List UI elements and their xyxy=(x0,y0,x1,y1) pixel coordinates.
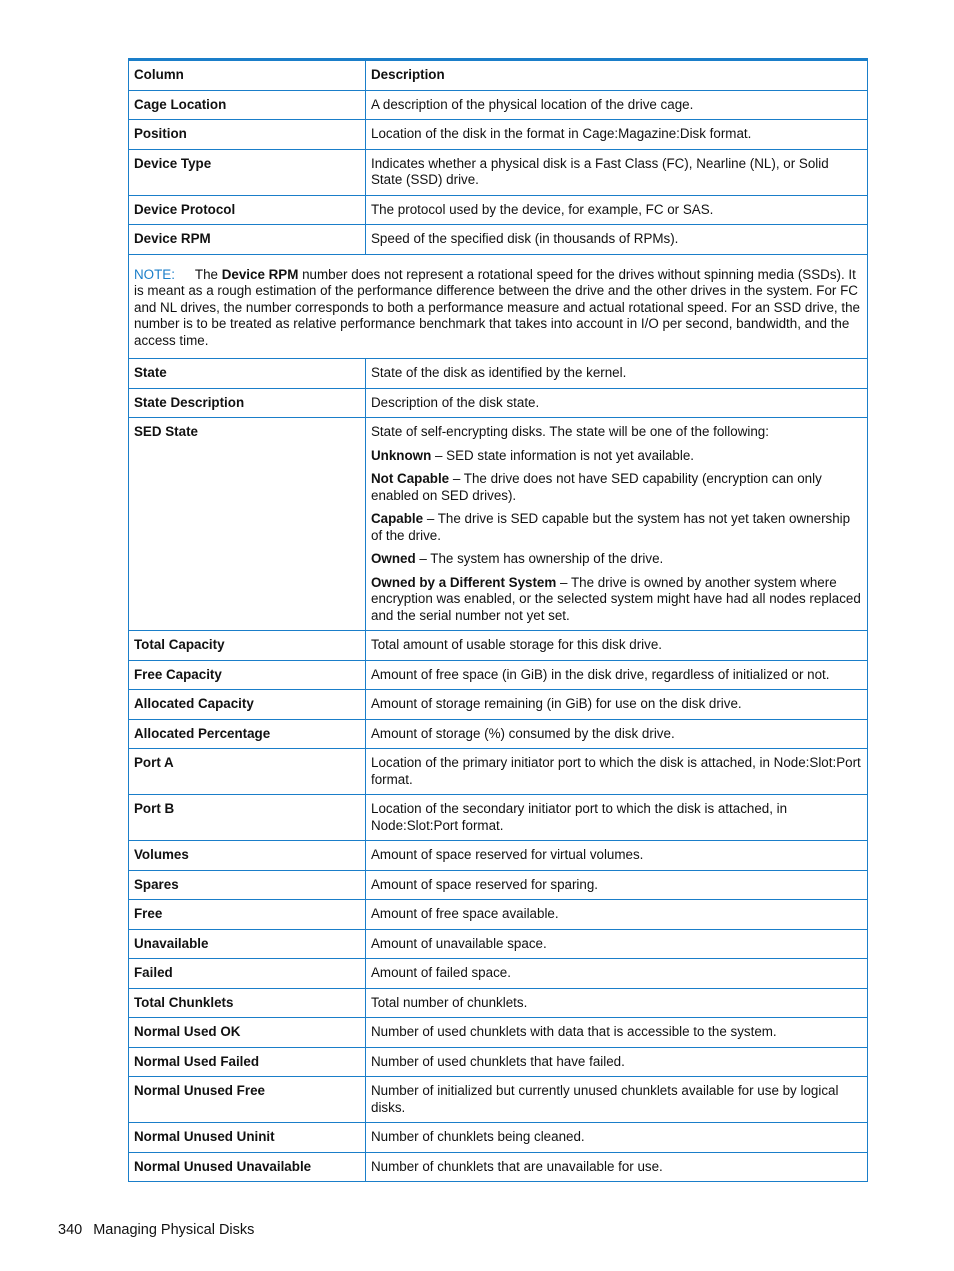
row-desc: Amount of failed space. xyxy=(366,959,868,989)
row-name: Free Capacity xyxy=(129,660,366,690)
row-name: Device Type xyxy=(129,149,366,195)
note-bold-term: Device RPM xyxy=(221,266,299,282)
table-row xyxy=(129,1047,868,1077)
row-desc: Location of the disk in the format in Cage:Magazine:Disk format. xyxy=(366,120,868,150)
row-desc: Description of the disk state. xyxy=(366,388,868,418)
note-label: NOTE: xyxy=(134,266,175,282)
sed-term: Not Capable xyxy=(371,471,450,486)
table-row xyxy=(129,929,868,959)
table-row xyxy=(129,195,868,225)
row-name: Port B xyxy=(129,795,366,841)
row-name: Total Capacity xyxy=(129,631,366,661)
row-desc: Amount of free space available. xyxy=(366,900,868,930)
table-row xyxy=(129,900,868,930)
table-row xyxy=(129,388,868,418)
row-desc: Amount of unavailable space. xyxy=(366,929,868,959)
row-desc: Amount of storage (%) consumed by the disk drive. xyxy=(366,719,868,749)
row-name: Position xyxy=(129,120,366,150)
row-name: Device RPM xyxy=(129,225,366,255)
row-desc: Indicates whether a physical disk is a Fast Class (FC), Nearline (NL), or Solid State (SSD) drive. xyxy=(366,149,868,195)
row-desc: A description of the physical location of the drive cage. xyxy=(366,90,868,120)
table-row xyxy=(129,631,868,661)
sed-term-text: – The drive is SED capable but the system has not yet taken ownership of the drive. xyxy=(371,511,851,543)
table-row xyxy=(129,690,868,720)
sed-term: Unknown xyxy=(371,447,432,463)
sed-item xyxy=(371,575,862,625)
row-desc: Amount of space reserved for virtual volumes. xyxy=(366,841,868,871)
table-row xyxy=(129,795,868,841)
row-desc: Amount of storage remaining (in GiB) for use on the disk drive. xyxy=(366,690,868,720)
row-desc: Total amount of usable storage for this disk drive. xyxy=(366,631,868,661)
header-description: Description xyxy=(366,60,868,91)
table-row xyxy=(129,120,868,150)
row-name: Cage Location xyxy=(129,90,366,120)
row-name: State Description xyxy=(129,388,366,418)
table-row xyxy=(129,1152,868,1182)
row-name: Failed xyxy=(129,959,366,989)
table-row xyxy=(129,90,868,120)
table-row xyxy=(129,749,868,795)
table-row xyxy=(129,359,868,389)
column-description-table xyxy=(128,58,868,1182)
row-desc: Location of the primary initiator port to which the disk is attached, in Node:Slot:Port format. xyxy=(366,749,868,795)
row-desc: Number of used chunklets that have failed. xyxy=(366,1047,868,1077)
row-name: Normal Used Failed xyxy=(129,1047,366,1077)
row-desc: Amount of space reserved for sparing. xyxy=(366,870,868,900)
row-name: SED State xyxy=(129,418,366,631)
table-row xyxy=(129,959,868,989)
table-row xyxy=(129,149,868,195)
table-row xyxy=(129,1123,868,1153)
row-name: Volumes xyxy=(129,841,366,871)
row-name: Port A xyxy=(129,749,366,795)
sed-item xyxy=(371,511,862,544)
table-row xyxy=(129,1077,868,1123)
row-name: Normal Unused Unavailable xyxy=(129,1152,366,1182)
table-row xyxy=(129,841,868,871)
sed-term-text: – The drive does not have SED capability (encryption can only enabled on SED drives). xyxy=(371,471,822,503)
table-row xyxy=(129,1018,868,1048)
sed-state-desc xyxy=(366,418,868,631)
sed-item xyxy=(371,551,862,568)
note-row xyxy=(129,254,868,359)
row-name: Spares xyxy=(129,870,366,900)
row-desc: Number of initialized but currently unused chunklets available for use by logical disks. xyxy=(366,1077,868,1123)
sed-intro: State of self-encrypting disks. The state will be one of the following: xyxy=(371,424,769,439)
row-desc: Location of the secondary initiator port to which the disk is attached, in Node:Slot:Port format. xyxy=(366,795,868,841)
sed-term: Capable xyxy=(371,511,424,526)
sed-term: Owned xyxy=(371,551,416,566)
row-name: Allocated Percentage xyxy=(129,719,366,749)
section-title: Managing Physical Disks xyxy=(93,1222,255,1238)
row-desc: Number of used chunklets with data that is accessible to the system. xyxy=(366,1018,868,1048)
table-row xyxy=(129,225,868,255)
header-column: Column xyxy=(129,60,366,91)
sed-term-text: – The system has ownership of the drive. xyxy=(415,551,664,566)
page-number: 340 xyxy=(58,1222,83,1238)
row-desc: Number of chunklets being cleaned. xyxy=(366,1123,868,1153)
sed-term: Owned by a Different System xyxy=(371,574,557,590)
table-row xyxy=(129,988,868,1018)
row-name: Total Chunklets xyxy=(129,988,366,1018)
row-desc: Total number of chunklets. xyxy=(366,988,868,1018)
sed-term-text: – SED state information is not yet available. xyxy=(431,447,695,463)
sed-item xyxy=(371,448,862,465)
table-row xyxy=(129,870,868,900)
row-desc: Amount of free space (in GiB) in the disk drive, regardless of initialized or not. xyxy=(366,660,868,690)
note-pre: The xyxy=(194,266,222,282)
row-name: Allocated Capacity xyxy=(129,690,366,720)
sed-item xyxy=(371,471,862,504)
row-name: Device Protocol xyxy=(129,195,366,225)
row-name: Normal Unused Uninit xyxy=(129,1123,366,1153)
row-name: Normal Unused Free xyxy=(129,1077,366,1123)
table-row xyxy=(129,660,868,690)
row-name: Free xyxy=(129,900,366,930)
row-desc: The protocol used by the device, for example, FC or SAS. xyxy=(366,195,868,225)
row-desc: Speed of the specified disk (in thousands of RPMs). xyxy=(366,225,868,255)
note-block xyxy=(129,254,868,359)
row-name: Unavailable xyxy=(129,929,366,959)
table-header-row xyxy=(129,60,868,91)
note-text: number does not represent a rotational speed for the drives without spinning media (SSDs). It is meant as a rough estimation of the performance difference between the drive and the other drives in the system. For FC and NL drives, the number corresponds to both a performance measure and actual rotational speed. For an SSD drive, the number is to be treated as relative performance benchmark that takes into account in I/O per second, bandwidth, and the access time. xyxy=(134,266,860,348)
row-desc: Number of chunklets that are unavailable for use. xyxy=(366,1152,868,1182)
row-name: State xyxy=(129,359,366,389)
page-footer xyxy=(58,1222,254,1238)
row-name: Normal Used OK xyxy=(129,1018,366,1048)
row-desc: State of the disk as identified by the kernel. xyxy=(366,359,868,389)
sed-term-text: – The drive is owned by another system where encryption was enabled, or the selected system might have had all nodes replaced and the serial number not yet set. xyxy=(371,574,861,623)
table-row xyxy=(129,719,868,749)
sed-state-row xyxy=(129,418,868,631)
